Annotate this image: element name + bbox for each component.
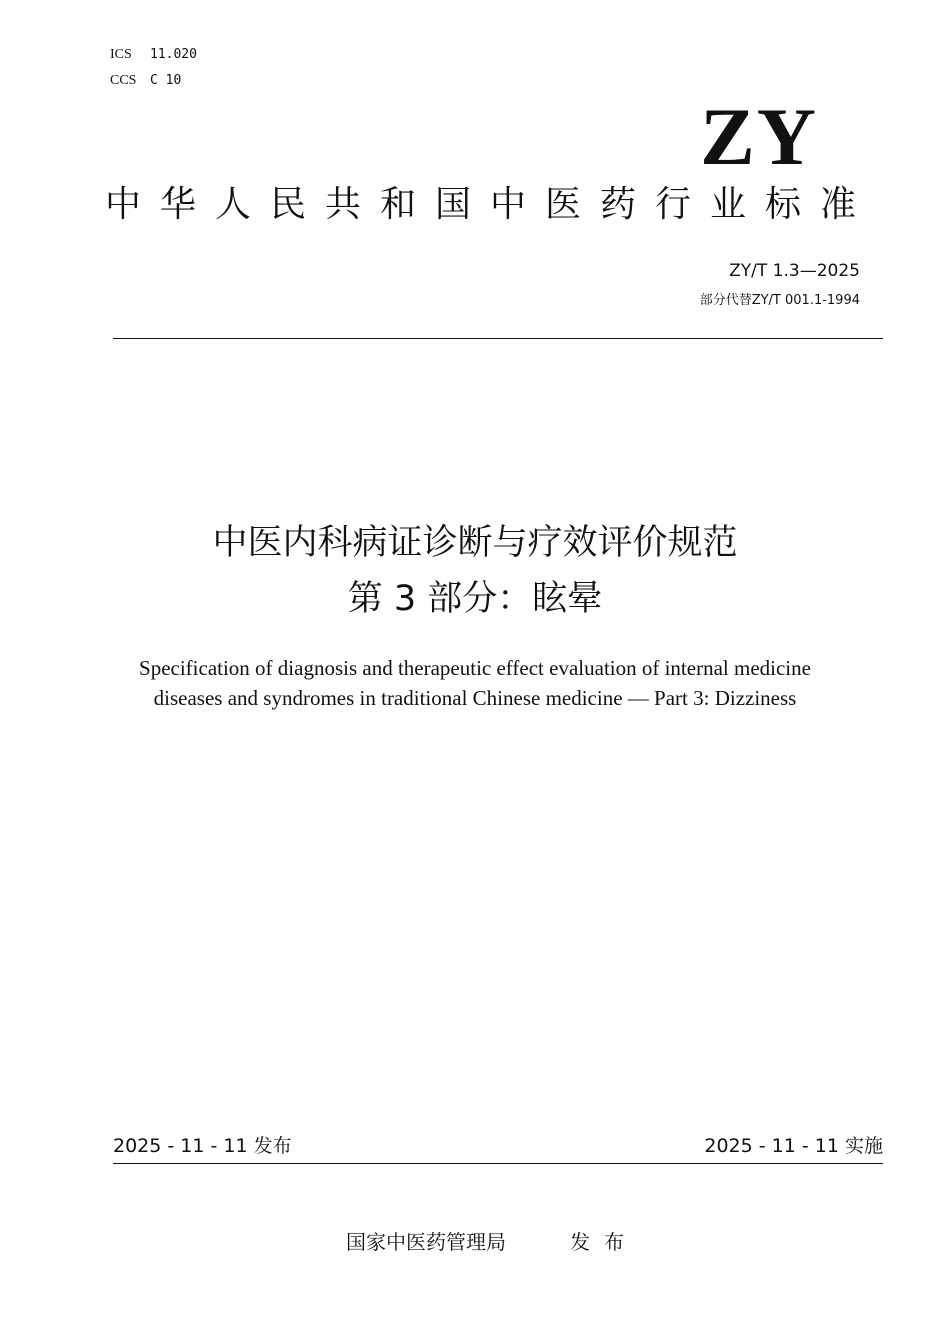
- ccs-label: CCS: [110, 73, 137, 88]
- industry-standard-heading: 中华人民共和国中医药行业标准: [105, 184, 876, 225]
- top-divider: [113, 338, 883, 339]
- title-en-line1: Specification of diagnosis and therapeutic effect evaluation of internal medicine: [139, 656, 811, 680]
- standard-number: ZY/T 1.3—2025: [729, 261, 860, 281]
- issuer-name: 国家中医药管理局: [346, 1230, 506, 1254]
- bottom-divider: [113, 1163, 883, 1164]
- ics-label: ICS: [110, 47, 132, 62]
- implementation-date: 2025 - 11 - 11 实施: [704, 1135, 883, 1157]
- title-cn-line2: 第 3 部分：眩晕: [347, 579, 603, 619]
- zy-logo: ZY: [700, 91, 818, 182]
- ccs-value: C 10: [150, 73, 182, 88]
- title-cn-line1: 中医内科病证诊断与疗效评价规范: [212, 523, 738, 563]
- standard-replaces: 部分代替ZY/T 001.1-1994: [699, 293, 860, 308]
- ics-code: [110, 46, 197, 63]
- title-en-line2: diseases and syndromes in traditional Chinese medicine — Part 3: Dizziness: [153, 686, 797, 710]
- release-date: 2025 - 11 - 11 发布: [113, 1135, 292, 1157]
- ccs-code: [110, 72, 181, 89]
- issuer-action: 发布: [570, 1230, 638, 1254]
- ics-value: 11.020: [150, 47, 197, 62]
